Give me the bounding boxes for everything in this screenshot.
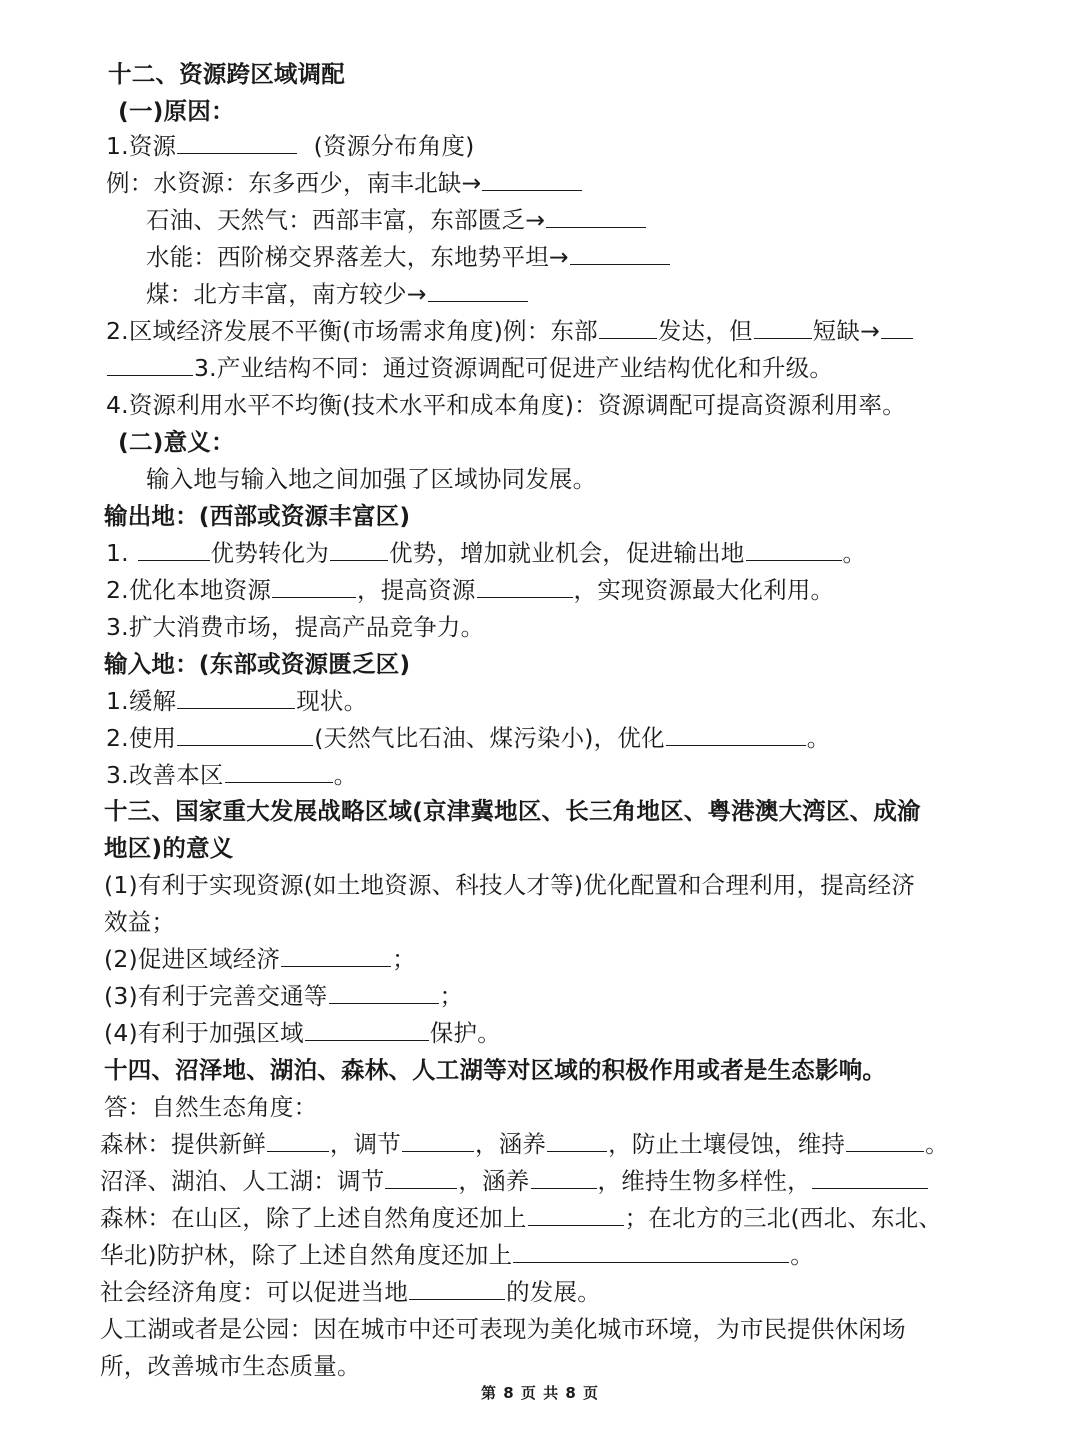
fill-in-blank bbox=[477, 575, 573, 598]
fill-in-blank bbox=[329, 981, 439, 1004]
text-line bbox=[106, 757, 357, 793]
line-text: 效益； bbox=[104, 908, 176, 936]
line-text: ，调节 bbox=[329, 1130, 402, 1158]
fill-in-blank bbox=[513, 1240, 789, 1263]
line-text: 森林：在山区，除了上述自然角度还加上 bbox=[100, 1204, 527, 1232]
line-text: 森林：提供新鲜 bbox=[100, 1130, 266, 1158]
line-text: 发达，但 bbox=[657, 317, 753, 345]
line-text: 石油、天然气：西部丰富，东部匮乏→ bbox=[146, 206, 546, 234]
section-heading bbox=[108, 56, 345, 92]
line-text: (一)原因： bbox=[118, 97, 235, 125]
fill-in-blank bbox=[812, 1166, 928, 1189]
fill-in-blank bbox=[107, 353, 193, 376]
section-heading bbox=[104, 793, 921, 829]
text-line bbox=[146, 239, 671, 275]
section-heading bbox=[118, 93, 235, 129]
line-text: ，实现资源最大化利用。 bbox=[573, 576, 835, 604]
line-text: 4.资源利用水平不均衡(技术水平和成本角度)：资源调配可提高资源利用率。 bbox=[106, 391, 906, 419]
line-text: 2.区域经济发展不平衡(市场需求角度)例：东部 bbox=[106, 317, 598, 345]
line-text: ，涵养 bbox=[458, 1167, 530, 1195]
line-text: 。 bbox=[333, 761, 358, 789]
line-text: (天然气比石油、煤污染小)，优化 bbox=[314, 724, 665, 752]
fill-in-blank bbox=[531, 1166, 597, 1189]
fill-in-blank bbox=[177, 686, 295, 709]
text-line bbox=[106, 535, 866, 571]
line-text: 地区)的意义 bbox=[104, 834, 234, 862]
line-text: 优势转化为 bbox=[210, 539, 329, 567]
line-text: ，维持生物多样性， bbox=[597, 1167, 811, 1195]
text-line bbox=[100, 1200, 942, 1236]
line-text: 。 bbox=[790, 1241, 814, 1269]
line-text: 水能：西阶梯交界落差大，东地势平坦→ bbox=[146, 243, 569, 271]
fill-in-blank bbox=[267, 1129, 329, 1152]
line-text: 人工湖或者是公园：因在城市中还可表现为美化城市环境，为市民提供休闲场 bbox=[100, 1315, 906, 1343]
fill-in-blank bbox=[138, 538, 210, 561]
fill-in-blank bbox=[305, 1018, 429, 1041]
line-text: ； bbox=[392, 945, 416, 973]
text-line bbox=[106, 572, 834, 608]
page-footer: 第 8 页 共 8 页 bbox=[481, 1384, 599, 1402]
text-line bbox=[106, 387, 906, 423]
section-heading bbox=[118, 424, 235, 460]
section-heading bbox=[104, 498, 410, 534]
text-line bbox=[106, 720, 830, 756]
text-line bbox=[100, 1237, 814, 1273]
line-text: 。 bbox=[806, 724, 831, 752]
line-text: ，防止土壤侵蚀，维持 bbox=[608, 1130, 846, 1158]
fill-in-blank bbox=[546, 205, 646, 228]
fill-in-blank bbox=[746, 538, 842, 561]
section-heading bbox=[104, 1052, 886, 1088]
line-text: (2)促进区域经济 bbox=[104, 945, 281, 973]
fill-in-blank bbox=[754, 316, 812, 339]
line-text: 现状。 bbox=[296, 687, 368, 715]
text-line bbox=[104, 941, 416, 977]
line-text: 1.缓解 bbox=[106, 687, 177, 715]
fill-in-blank bbox=[428, 279, 528, 302]
text-line bbox=[100, 1126, 949, 1162]
fill-in-blank bbox=[599, 316, 657, 339]
text-line bbox=[104, 978, 463, 1014]
line-text: 优势，增加就业机会，促进输出地 bbox=[389, 539, 745, 567]
fill-in-blank bbox=[281, 944, 391, 967]
line-text: 例：水资源：东多西少，南丰北缺→ bbox=[106, 169, 482, 197]
text-line bbox=[100, 1311, 906, 1347]
text-line bbox=[104, 1015, 501, 1051]
text-line bbox=[106, 609, 484, 645]
line-text: ，涵养 bbox=[475, 1130, 547, 1158]
line-text: ，提高资源 bbox=[357, 576, 476, 604]
line-text: 所，改善城市生态质量。 bbox=[100, 1352, 361, 1380]
fill-in-blank bbox=[272, 575, 356, 598]
fill-in-blank bbox=[881, 316, 913, 339]
line-text: 3.改善本区 bbox=[106, 761, 224, 789]
fill-in-blank bbox=[402, 1129, 474, 1152]
text-line bbox=[100, 1348, 361, 1384]
text-line bbox=[106, 313, 914, 349]
line-text: (4)有利于加强区域 bbox=[104, 1019, 304, 1047]
fill-in-blank bbox=[177, 131, 297, 154]
line-text: 2.优化本地资源 bbox=[106, 576, 272, 604]
fill-in-blank bbox=[177, 723, 313, 746]
line-text: 十二、资源跨区域调配 bbox=[108, 60, 345, 88]
line-text: 1.资源 bbox=[106, 132, 177, 160]
line-text: 。 bbox=[842, 539, 867, 567]
text-line bbox=[106, 128, 475, 164]
line-text: 1. bbox=[106, 539, 137, 567]
text-line bbox=[146, 276, 529, 312]
text-line bbox=[106, 683, 367, 719]
section-heading bbox=[104, 646, 410, 682]
fill-in-blank bbox=[846, 1129, 924, 1152]
line-text: 输入地与输入地之间加强了区域协同发展。 bbox=[146, 465, 597, 493]
line-text: 沼泽、湖泊、人工湖：调节 bbox=[100, 1167, 385, 1195]
line-text: (资源分布角度) bbox=[298, 132, 475, 160]
section-heading bbox=[104, 830, 233, 866]
text-line bbox=[100, 1274, 601, 1310]
line-text: 输出地：(西部或资源丰富区) bbox=[104, 502, 411, 530]
fill-in-blank bbox=[528, 1203, 624, 1226]
line-text: 的发展。 bbox=[506, 1278, 601, 1306]
text-line bbox=[104, 904, 175, 940]
fill-in-blank bbox=[330, 538, 388, 561]
line-text: 保护。 bbox=[429, 1019, 501, 1047]
line-text: (3)有利于完善交通等 bbox=[104, 982, 328, 1010]
fill-in-blank bbox=[570, 242, 670, 265]
line-text: 华北)防护林，除了上述自然角度还加上 bbox=[100, 1241, 513, 1269]
line-text: ；在北方的三北(西北、东北、 bbox=[624, 1204, 943, 1232]
text-line bbox=[146, 202, 647, 238]
line-text: 煤：北方丰富，南方较少→ bbox=[146, 280, 427, 308]
fill-in-blank bbox=[385, 1166, 457, 1189]
line-text: 2.使用 bbox=[106, 724, 177, 752]
fill-in-blank bbox=[225, 760, 333, 783]
line-text: 社会经济角度：可以促进当地 bbox=[100, 1278, 409, 1306]
line-text: (1)有利于实现资源(如土地资源、科技人才等)优化配置和合理利用，提高经济 bbox=[104, 871, 916, 899]
text-line bbox=[104, 867, 915, 903]
line-text: 短缺→ bbox=[812, 317, 880, 345]
line-text: 十三、国家重大发展战略区域(京津冀地区、长三角地区、粤港澳大湾区、成渝 bbox=[104, 797, 921, 825]
text-line bbox=[106, 165, 583, 201]
fill-in-blank bbox=[409, 1277, 505, 1300]
text-line bbox=[104, 1089, 317, 1125]
line-text: 3.产业结构不同：通过资源调配可促进产业结构优化和升级。 bbox=[194, 354, 834, 382]
line-text: 。 bbox=[925, 1130, 949, 1158]
fill-in-blank bbox=[666, 723, 806, 746]
fill-in-blank bbox=[482, 168, 582, 191]
fill-in-blank bbox=[547, 1129, 607, 1152]
text-line bbox=[100, 1163, 929, 1199]
line-text: (二)意义： bbox=[118, 428, 235, 456]
line-text: 十四、沼泽地、湖泊、森林、人工湖等对区域的积极作用或者是生态影响。 bbox=[104, 1056, 887, 1084]
text-line bbox=[106, 350, 833, 386]
text-line bbox=[146, 461, 596, 497]
line-text: 3.扩大消费市场，提高产品竞争力。 bbox=[106, 613, 485, 641]
line-text: 输入地：(东部或资源匮乏区) bbox=[104, 650, 411, 678]
line-text: ； bbox=[439, 982, 464, 1010]
line-text: 答：自然生态角度： bbox=[104, 1093, 318, 1121]
